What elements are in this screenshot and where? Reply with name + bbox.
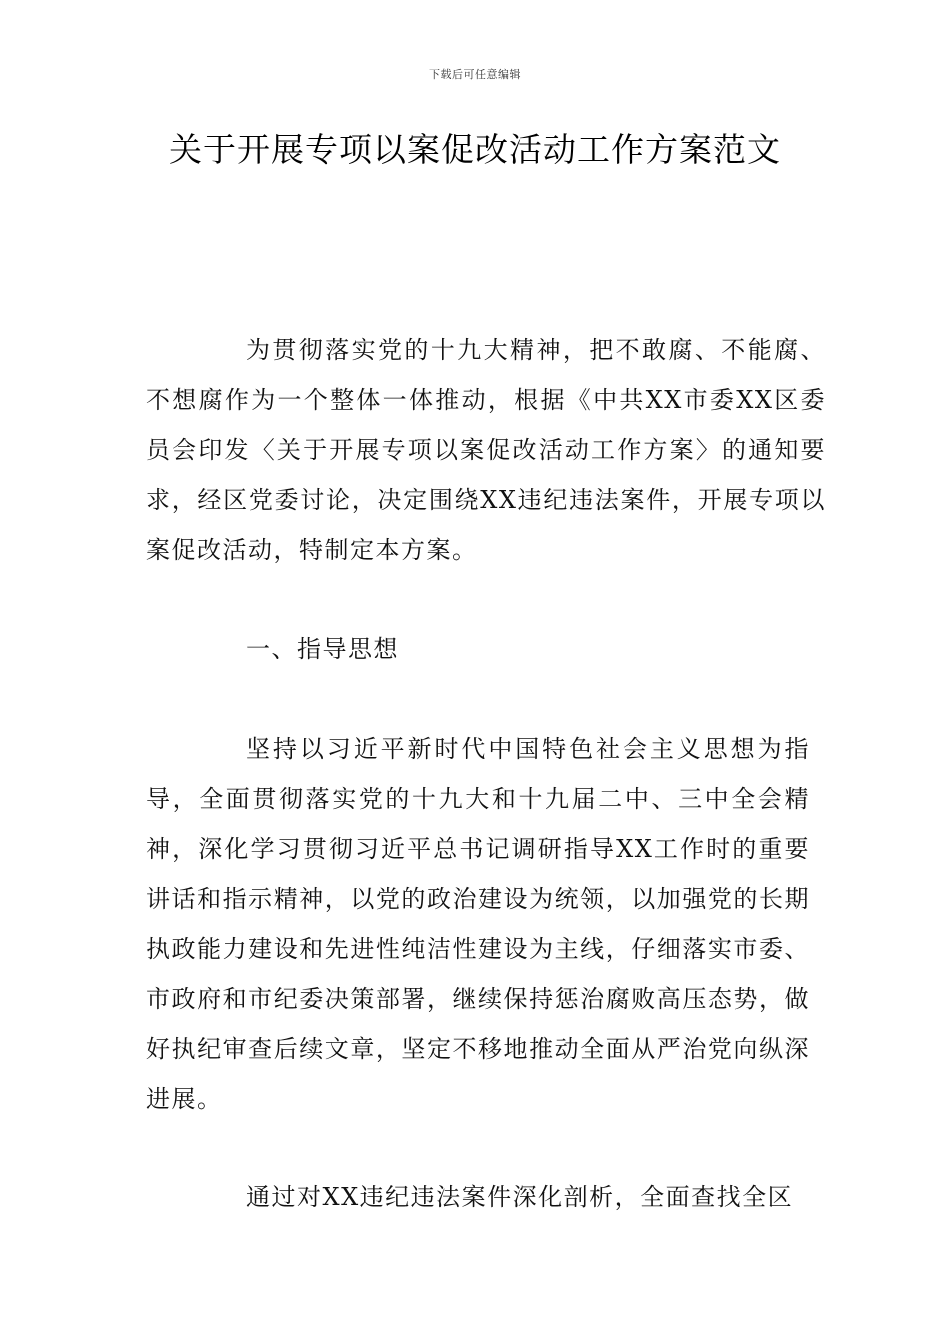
section-heading-guiding-ideology: 一、指导思想 (246, 635, 399, 663)
case-analysis-paragraph: 通过对XX违纪违法案件深化剖析，全面查找全区 (246, 1183, 794, 1211)
guiding-ideology-paragraph: 坚持以习近平新时代中国特色社会主义思想为指导，全面贯彻落实党的十九大和十九届二中、三中全会精神，深化学习贯彻习近平总书记调研指导XX工作时的重要讲话和指示精神，以党的政治建设为统领，以加强党的长期执政能力建设和先进性纯洁性建设为主线，仔细落实市委、市政府和市纪委决策部署，继续保持惩治腐败高压态势，做好执纪审查后续文章，坚定不移地推动全面从严治党向纵深进展。 (146, 735, 810, 1113)
document-title: 关于开展专项以案促改活动工作方案范文 (169, 130, 781, 169)
intro-paragraph: 为贯彻落实党的十九大精神，把不敢腐、不能腐、不想腐作为一个整体一体推动，根据《中共XX市委XX区委员会印发〈关于开展专项以案促改活动工作方案〉的通知要求，经区党委讨论，决定围绕XX违纪违法案件，开展专项以案促改活动，特制定本方案。 (146, 336, 826, 564)
header-note: 下载后可任意编辑 (429, 68, 521, 81)
